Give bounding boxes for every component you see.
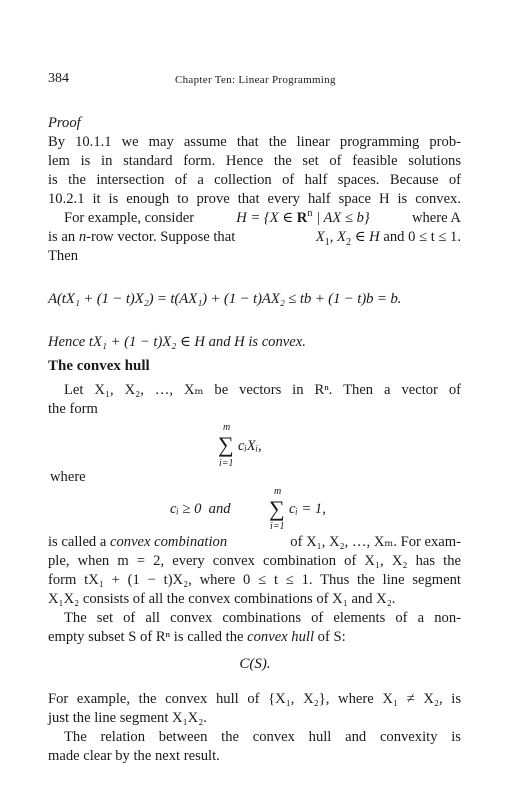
math-fragment: | AX ≤ b} (312, 210, 370, 226)
text-line: By 10.1.1 we may assume that the linear programming prob- (48, 134, 461, 150)
text-line: For example, the convex hull of {X₁, X₂}, where X₁ ≠ X₂, is (48, 691, 461, 707)
text-line: Let X₁, X₂, …, Xₘ be vectors in Rⁿ. Then a vector of (64, 382, 461, 398)
display-equation: C(S). (239, 656, 271, 672)
math-fragment: n (78, 229, 87, 245)
proof-heading: Proof (48, 115, 81, 131)
text-line: 10.2.1 it is enough to prove that every half space H is convex. (48, 191, 461, 207)
text-line: ple, when m = 2, every convex combination of X₁, X₂ has the (48, 553, 461, 569)
text-fragment: empty subset S of Rⁿ is called the (48, 629, 248, 645)
display-equation: A(tX₁ + (1 − t)X₂) = t(AX₁) + (1 − t)AX₂ ≤ tb + (1 − t)b = b. (48, 291, 402, 307)
text-fragment: -row vector. Suppose that (86, 229, 236, 245)
text-fragment: is called a (48, 534, 110, 550)
text-fragment: of S: (314, 629, 346, 645)
text-line: Then (48, 248, 78, 264)
text-fragment: where A (411, 210, 461, 226)
text-fragment: is an (48, 229, 79, 245)
text-line: just the line segment X₁X₂. (48, 710, 207, 726)
conclusion-line: Hence tX₁ + (1 − t)X₂ ∈ H and H is convex. (48, 334, 306, 350)
text-line: the form (48, 401, 98, 417)
set-definition (236, 209, 370, 228)
math-fragment: H = {X ∈ (236, 210, 297, 226)
text-line (48, 209, 461, 228)
math-fragment: ∈ H (351, 229, 380, 245)
text-line (48, 628, 461, 647)
text-line (48, 533, 461, 552)
running-head: Chapter Ten: Linear Programming (175, 74, 336, 86)
sum-body: cᵢXᵢ, (238, 438, 262, 454)
math-fragment: , X (329, 229, 346, 245)
text-line: lem is in standard form. Hence the set of feasible solutions (48, 153, 461, 169)
where-label: where (50, 469, 86, 485)
section-title: The convex hull (48, 358, 150, 374)
subscript: 2 (345, 236, 352, 248)
sigma-symbol: ∑ (269, 496, 285, 521)
text-line: X₁X₂ consists of all the convex combinations of X₁ and X₂. (48, 591, 396, 607)
text-line: The set of all convex combinations of elements of a non- (64, 610, 461, 626)
text-line (48, 228, 461, 247)
sum-upper-limit: m (274, 486, 282, 497)
defined-term: convex combination (110, 534, 228, 550)
text-fragment: and 0 ≤ t ≤ 1. (379, 229, 461, 245)
text-line: made clear by the next result. (48, 748, 220, 764)
defined-term: convex hull (247, 629, 315, 645)
sigma-symbol: ∑ (218, 432, 234, 457)
superscript: n (307, 208, 313, 220)
sum-upper-limit: m (223, 422, 231, 433)
text-line: The relation between the convex hull and convexity is (64, 729, 461, 745)
sum-body: cᵢ = 1, (289, 501, 326, 517)
line-part (48, 533, 227, 552)
page-number: 384 (48, 71, 69, 86)
sum-lower-limit: i=1 (219, 458, 234, 469)
text-line: is the intersection of a collection of half spaces. Because of (48, 172, 461, 188)
math-fragment: X (315, 229, 325, 245)
reals-symbol: R (296, 210, 308, 226)
text-line: form tX₁ + (1 − t)X₂, where 0 ≤ t ≤ 1. Thus the line segment (48, 572, 461, 588)
line-part-b (316, 228, 461, 247)
subscript: 1 (324, 236, 330, 248)
text-fragment: of X₁, X₂, …, Xₘ. For exam- (290, 534, 461, 550)
sum-lower-limit: i=1 (270, 521, 285, 532)
constraint-text: cᵢ ≥ 0 and (170, 501, 231, 517)
line-part-a (48, 228, 235, 247)
text-fragment: For example, consider (64, 210, 195, 226)
